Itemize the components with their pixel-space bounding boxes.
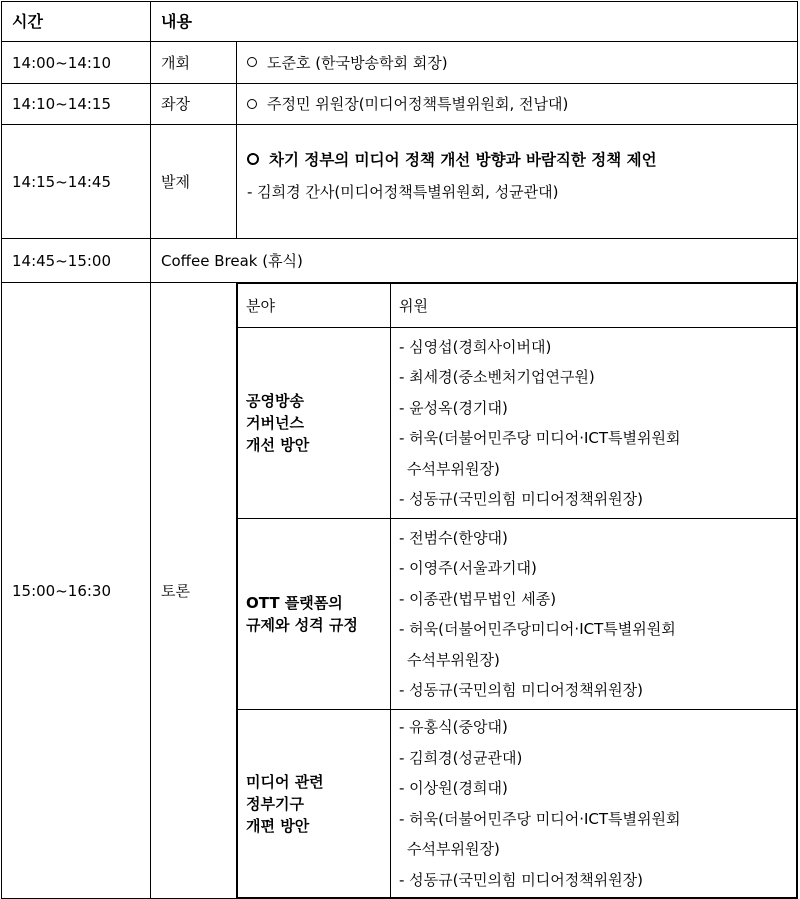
topic-line: 미디어 관련 xyxy=(246,772,324,791)
row-content xyxy=(237,42,798,84)
panel-topic xyxy=(238,710,391,898)
member: - 윤성옥(경기대) xyxy=(399,398,508,417)
topic-line: 규제와 성격 규정 xyxy=(246,616,358,634)
header-row xyxy=(2,2,798,42)
member: - 심영섭(경희사이버대) xyxy=(399,337,552,356)
circle-bullet-icon xyxy=(247,99,257,109)
schedule-row-opening xyxy=(2,42,798,84)
topic-line: 거버넌스 xyxy=(246,414,304,432)
panel-header-field: 분야 xyxy=(238,284,391,328)
topic-line: 개선 방안 xyxy=(246,436,310,454)
presenter: - 김희경 간사(미디어정책특별위원회, 성균관대) xyxy=(247,182,559,201)
member: - 허욱(더불어민주당미디어·ICT특별위원회 xyxy=(399,620,676,638)
header-content: 내용 xyxy=(151,2,798,42)
row-type: 개회 xyxy=(151,42,237,84)
member: - 이영주(서울과기대) xyxy=(399,559,537,577)
circle-bullet-icon xyxy=(247,153,259,165)
topic-line: 정부기구 xyxy=(246,794,304,813)
member: - 성동규(국민의힘 미디어정책위원장) xyxy=(399,490,644,508)
row-time: 15:00~16:30 xyxy=(2,283,151,899)
member: - 이종관(법무법인 세종) xyxy=(399,589,557,608)
member: 수석부위원장) xyxy=(407,840,500,858)
panel-table xyxy=(237,283,797,898)
row-text: 주정민 위원장(미디어정책특별위원회, 전남대) xyxy=(267,95,569,113)
schedule-row-discussion xyxy=(2,283,798,899)
row-type: 발제 xyxy=(151,125,237,239)
member: - 허욱(더불어민주당 미디어·ICT특별위원회 xyxy=(399,809,681,828)
panel-members xyxy=(391,710,797,898)
panel-header-members: 위원 xyxy=(391,284,797,328)
row-text: 도준호 (한국방송학회 회장) xyxy=(267,53,448,72)
member: - 성동규(국민의힘 미디어정책위원장) xyxy=(399,870,644,889)
circle-bullet-icon xyxy=(247,57,257,67)
row-type: 좌장 xyxy=(151,84,237,125)
topic-line: 개편 방안 xyxy=(246,816,310,835)
topic-line: 공영방송 xyxy=(246,392,304,410)
panel-row xyxy=(238,519,797,710)
member: 수석부위원장) xyxy=(407,459,500,478)
panel-row xyxy=(238,710,797,898)
member: - 전범수(한양대) xyxy=(399,528,508,547)
member: - 유홍식(중앙대) xyxy=(399,718,508,736)
panel-members xyxy=(391,328,797,519)
row-time: 14:00~14:10 xyxy=(2,42,151,84)
row-content xyxy=(237,84,798,125)
member: - 성동규(국민의힘 미디어정책위원장) xyxy=(399,681,644,699)
presentation-title: 차기 정부의 미디어 정책 개선 방향과 바람직한 정책 제언 xyxy=(269,150,657,169)
row-time: 14:10~14:15 xyxy=(2,84,151,125)
member: - 허욱(더불어민주당 미디어·ICT특별위원회 xyxy=(399,429,681,447)
row-time: 14:15~14:45 xyxy=(2,125,151,239)
topic-line: OTT 플랫폼의 xyxy=(246,594,343,612)
panel-members xyxy=(391,519,797,710)
member: - 이상원(경희대) xyxy=(399,779,508,797)
panel-topic xyxy=(238,328,391,519)
header-time: 시간 xyxy=(2,2,151,42)
panel-header-row xyxy=(238,284,797,328)
row-content: Coffee Break (휴식) xyxy=(151,239,798,283)
panel-topic xyxy=(238,519,391,710)
row-type: 토론 xyxy=(151,283,237,899)
schedule-row-break xyxy=(2,239,798,283)
row-content xyxy=(237,125,798,239)
member: - 김희경(성균관대) xyxy=(399,748,523,767)
schedule-row-presentation xyxy=(2,125,798,239)
member: 수석부위원장) xyxy=(407,650,500,669)
row-time: 14:45~15:00 xyxy=(2,239,151,283)
panel-row xyxy=(238,328,797,519)
member: - 최세경(중소벤처기업연구원) xyxy=(399,368,595,386)
schedule-row-chair xyxy=(2,84,798,125)
schedule-table xyxy=(1,1,798,899)
discussion-panels xyxy=(237,283,798,899)
